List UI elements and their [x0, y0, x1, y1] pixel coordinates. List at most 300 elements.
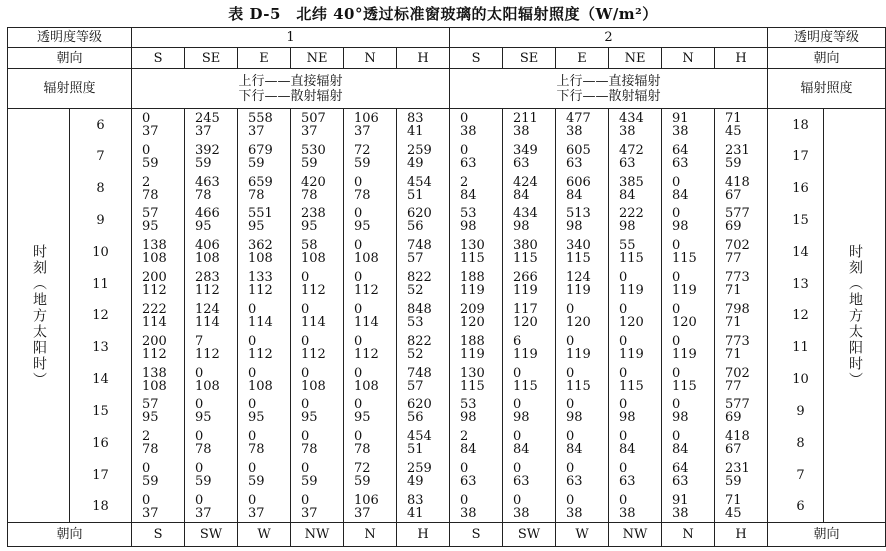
diffuse-value: 84 [460, 442, 477, 458]
orientation-footer: W [556, 523, 609, 547]
value-cell [344, 364, 397, 396]
direct-value: 620 [407, 397, 432, 413]
direct-value: 0 [354, 301, 363, 317]
diffuse-value: 38 [672, 124, 689, 140]
value-cell [185, 236, 238, 268]
value-cell [397, 395, 450, 427]
direct-value: 434 [619, 111, 644, 127]
direct-value: 211 [513, 111, 538, 127]
value-cell [344, 236, 397, 268]
diffuse-value: 98 [513, 410, 530, 426]
direct-value: 0 [301, 365, 310, 381]
diffuse-value: 41 [407, 124, 424, 140]
direct-value: 71 [725, 492, 742, 508]
direct-value: 0 [248, 461, 257, 477]
value-cell [397, 300, 450, 332]
diffuse-value: 41 [407, 505, 424, 521]
direct-value: 362 [248, 238, 273, 254]
orientation-header: S [450, 48, 503, 68]
direct-value: 6 [513, 333, 522, 349]
diffuse-value: 78 [142, 442, 159, 458]
value-cell [238, 300, 291, 332]
hour-cell: 14 [70, 364, 132, 396]
direct-value: 0 [460, 461, 469, 477]
diffuse-value: 38 [672, 505, 689, 521]
value-cell [503, 236, 556, 268]
table-row [8, 300, 886, 332]
table-row [8, 491, 886, 523]
direct-value: 513 [566, 206, 591, 222]
direct-value: 231 [725, 142, 750, 158]
transparency-label: 透明度等级 [8, 28, 132, 48]
hour-cell-right: 16 [768, 173, 824, 205]
diffuse-value: 77 [725, 251, 742, 267]
diffuse-value: 37 [248, 124, 265, 140]
direct-value: 340 [566, 238, 591, 254]
right-transparency-label: 透明度等级 [768, 28, 886, 48]
value-cell [238, 268, 291, 300]
direct-value: 117 [513, 301, 538, 317]
value-cell [662, 204, 715, 236]
diffuse-value: 59 [725, 474, 742, 490]
diffuse-value: 108 [248, 251, 273, 267]
footer-orientation-label: 朝向 [8, 523, 132, 547]
direct-value: 138 [142, 238, 167, 254]
diffuse-value: 114 [301, 314, 326, 330]
value-cell [556, 459, 609, 491]
direct-value: 606 [566, 174, 591, 190]
diffuse-value: 52 [407, 346, 424, 362]
direct-value: 454 [407, 429, 432, 445]
diffuse-value: 119 [672, 283, 697, 299]
value-cell [132, 491, 185, 523]
diffuse-value: 95 [195, 219, 212, 235]
hour-cell-right: 11 [768, 332, 824, 364]
value-cell [291, 364, 344, 396]
value-cell [397, 427, 450, 459]
value-cell [397, 173, 450, 205]
value-cell [556, 332, 609, 364]
direct-value: 0 [619, 429, 628, 445]
diffuse-value: 69 [725, 410, 742, 426]
direct-value: 0 [301, 461, 310, 477]
direct-value: 702 [725, 238, 750, 254]
value-cell [132, 332, 185, 364]
value-cell [609, 236, 662, 268]
diffuse-value: 98 [460, 410, 477, 426]
value-cell [132, 395, 185, 427]
direct-value: 748 [407, 238, 432, 254]
value-cell [503, 268, 556, 300]
value-cell [556, 109, 609, 141]
direct-value: 463 [195, 174, 220, 190]
orientation-header: N [344, 48, 397, 68]
diffuse-value: 95 [354, 219, 371, 235]
orientation-footer: SW [185, 523, 238, 547]
orientation-footer: N [662, 523, 715, 547]
direct-value: 0 [354, 174, 363, 190]
orientation-header: NE [609, 48, 662, 68]
diffuse-value: 45 [725, 124, 742, 140]
right-irradiance-label: 辐射照度 [768, 68, 886, 109]
diffuse-value: 108 [248, 378, 273, 394]
value-cell [715, 236, 768, 268]
diffuse-value: 57 [407, 378, 424, 394]
value-cell [503, 141, 556, 173]
value-cell [185, 300, 238, 332]
diffuse-value: 119 [460, 346, 485, 362]
direct-value: 0 [195, 397, 204, 413]
diffuse-value: 78 [248, 442, 265, 458]
value-cell [450, 300, 503, 332]
diffuse-value: 112 [142, 346, 167, 362]
value-cell [715, 332, 768, 364]
diffuse-value: 37 [248, 505, 265, 521]
direct-value: 72 [354, 461, 371, 477]
orientation-header: SE [185, 48, 238, 68]
value-cell [609, 173, 662, 205]
diffuse-value: 95 [142, 219, 159, 235]
direct-value: 0 [248, 397, 257, 413]
diffuse-value: 115 [566, 251, 591, 267]
value-cell [609, 141, 662, 173]
value-cell [132, 364, 185, 396]
value-cell [715, 427, 768, 459]
direct-value: 577 [725, 206, 750, 222]
direct-value: 0 [301, 397, 310, 413]
value-cell [662, 268, 715, 300]
direct-value: 605 [566, 142, 591, 158]
diffuse-value: 57 [407, 251, 424, 267]
value-cell [503, 395, 556, 427]
diffuse-value: 114 [248, 314, 273, 330]
diffuse-value: 120 [513, 314, 538, 330]
direct-value: 406 [195, 238, 220, 254]
diffuse-value: 115 [460, 378, 485, 394]
diffuse-value: 108 [301, 251, 326, 267]
value-cell [291, 332, 344, 364]
diffuse-value: 108 [142, 251, 167, 267]
value-cell [291, 204, 344, 236]
direct-value: 848 [407, 301, 432, 317]
orientation-footer: NW [291, 523, 344, 547]
diffuse-value: 98 [672, 219, 689, 235]
diffuse-value: 78 [354, 442, 371, 458]
value-cell [132, 204, 185, 236]
direct-value: 0 [513, 365, 522, 381]
direct-value: 0 [248, 301, 257, 317]
value-cell [662, 427, 715, 459]
diffuse-value: 120 [619, 314, 644, 330]
value-cell [344, 459, 397, 491]
direct-value: 0 [513, 461, 522, 477]
direct-value: 130 [460, 238, 485, 254]
value-cell [238, 427, 291, 459]
value-cell [609, 204, 662, 236]
direct-value: 57 [142, 206, 159, 222]
diffuse-value: 112 [354, 346, 379, 362]
value-cell [238, 459, 291, 491]
diffuse-value: 37 [142, 124, 159, 140]
diffuse-value: 71 [725, 283, 742, 299]
direct-value: 0 [195, 429, 204, 445]
value-cell [450, 173, 503, 205]
value-cell [715, 395, 768, 427]
direct-value: 0 [301, 492, 310, 508]
value-cell [344, 491, 397, 523]
diffuse-value: 38 [513, 124, 530, 140]
diffuse-value: 59 [142, 474, 159, 490]
value-cell [185, 491, 238, 523]
value-cell [238, 364, 291, 396]
diffuse-value: 52 [407, 283, 424, 299]
diffuse-value: 38 [513, 505, 530, 521]
direct-value: 0 [248, 492, 257, 508]
diffuse-value: 115 [566, 378, 591, 394]
value-cell [556, 300, 609, 332]
direct-value: 798 [725, 301, 750, 317]
value-cell [185, 332, 238, 364]
diffuse-value: 53 [407, 314, 424, 330]
hour-cell: 10 [70, 236, 132, 268]
value-cell [662, 109, 715, 141]
orientation-footer: W [238, 523, 291, 547]
direct-value: 231 [725, 461, 750, 477]
value-cell [344, 268, 397, 300]
value-cell [450, 236, 503, 268]
diffuse-value: 112 [248, 283, 273, 299]
direct-value: 477 [566, 111, 591, 127]
orientation-footer: H [715, 523, 768, 547]
hour-cell: 15 [70, 395, 132, 427]
diffuse-value: 119 [513, 346, 538, 362]
direct-value: 91 [672, 111, 689, 127]
direct-value: 530 [301, 142, 326, 158]
orientation-footer: S [450, 523, 503, 547]
diffuse-value: 63 [513, 474, 530, 490]
value-cell [397, 459, 450, 491]
direct-value: 773 [725, 333, 750, 349]
direct-value: 0 [619, 301, 628, 317]
value-cell [132, 300, 185, 332]
direct-value: 577 [725, 397, 750, 413]
diffuse-value: 119 [566, 283, 591, 299]
direct-value: 0 [354, 333, 363, 349]
hour-cell: 8 [70, 173, 132, 205]
direct-value: 822 [407, 333, 432, 349]
direct-value: 124 [566, 270, 591, 286]
hour-cell-right: 12 [768, 300, 824, 332]
diffuse-value: 67 [725, 187, 742, 203]
direct-value: 454 [407, 174, 432, 190]
diffuse-value: 59 [354, 155, 371, 171]
diffuse-value: 98 [566, 219, 583, 235]
diffuse-value: 38 [619, 124, 636, 140]
direct-value: 0 [619, 270, 628, 286]
direct-value: 0 [301, 333, 310, 349]
direct-value: 0 [566, 429, 575, 445]
value-cell [238, 141, 291, 173]
direct-value: 418 [725, 174, 750, 190]
value-cell [556, 364, 609, 396]
hour-cell: 7 [70, 141, 132, 173]
diffuse-value: 37 [354, 505, 371, 521]
value-cell [609, 427, 662, 459]
table-row [8, 236, 886, 268]
orientation-footer: SW [503, 523, 556, 547]
direct-value: 124 [195, 301, 220, 317]
value-cell [132, 459, 185, 491]
direct-value: 0 [566, 365, 575, 381]
direct-value: 0 [354, 270, 363, 286]
direct-value: 0 [301, 270, 310, 286]
diffuse-value: 84 [513, 442, 530, 458]
value-cell [715, 109, 768, 141]
orientation-header: SE [503, 48, 556, 68]
value-cell [185, 364, 238, 396]
orientation-header: S [132, 48, 185, 68]
value-cell [397, 236, 450, 268]
direct-value: 0 [513, 397, 522, 413]
value-cell [291, 141, 344, 173]
value-cell [556, 268, 609, 300]
direct-value: 0 [142, 111, 151, 127]
orientation-footer: NW [609, 523, 662, 547]
direct-value: 57 [142, 397, 159, 413]
diffuse-value: 78 [142, 187, 159, 203]
value-cell [185, 268, 238, 300]
value-cell [344, 204, 397, 236]
diffuse-value: 56 [407, 410, 424, 426]
diffuse-value: 115 [513, 378, 538, 394]
hour-cell: 6 [70, 109, 132, 141]
diffuse-value: 37 [301, 124, 318, 140]
diffuse-value: 63 [566, 155, 583, 171]
diffuse-value: 38 [460, 124, 477, 140]
diffuse-value: 119 [460, 283, 485, 299]
direct-value: 200 [142, 270, 167, 286]
value-cell [609, 364, 662, 396]
value-cell [185, 141, 238, 173]
value-cell [132, 427, 185, 459]
hour-cell: 12 [70, 300, 132, 332]
direct-value: 259 [407, 461, 432, 477]
value-cell [450, 109, 503, 141]
value-cell [397, 268, 450, 300]
direct-value: 0 [672, 270, 681, 286]
hour-cell-right: 18 [768, 109, 824, 141]
value-cell [450, 395, 503, 427]
direct-value: 222 [619, 206, 644, 222]
direct-value: 83 [407, 111, 424, 127]
value-cell [185, 395, 238, 427]
value-cell [397, 204, 450, 236]
diffuse-value: 59 [142, 155, 159, 171]
diffuse-value: 115 [460, 251, 485, 267]
table-row [8, 427, 886, 459]
value-cell [238, 395, 291, 427]
value-cell [715, 173, 768, 205]
value-cell [132, 109, 185, 141]
direct-value: 507 [301, 111, 326, 127]
direct-value: 133 [248, 270, 273, 286]
diffuse-value: 120 [672, 314, 697, 330]
direct-value: 83 [407, 492, 424, 508]
value-cell [185, 204, 238, 236]
diffuse-value: 120 [566, 314, 591, 330]
direct-value: 53 [460, 397, 477, 413]
direct-value: 773 [725, 270, 750, 286]
diffuse-value: 84 [460, 187, 477, 203]
diffuse-value: 112 [301, 346, 326, 362]
direct-value: 0 [301, 429, 310, 445]
diffuse-value: 84 [566, 442, 583, 458]
diffuse-value: 51 [407, 442, 424, 458]
direct-value: 349 [513, 142, 538, 158]
diffuse-value: 95 [301, 219, 318, 235]
orientation-label: 朝向 [8, 48, 132, 68]
diffuse-value: 37 [142, 505, 159, 521]
direct-value: 2 [142, 429, 151, 445]
orientation-header: E [556, 48, 609, 68]
value-cell [344, 141, 397, 173]
diffuse-value: 59 [301, 474, 318, 490]
diffuse-value: 45 [725, 505, 742, 521]
value-cell [238, 173, 291, 205]
orientation-header: H [715, 48, 768, 68]
value-cell [344, 332, 397, 364]
table-row [8, 109, 886, 141]
value-cell [503, 427, 556, 459]
direct-value: 91 [672, 492, 689, 508]
diffuse-value: 59 [195, 155, 212, 171]
direct-value: 0 [672, 174, 681, 190]
diffuse-value: 119 [672, 346, 697, 362]
direct-value: 55 [619, 238, 636, 254]
legend-direct: 上行——直接辐射 [556, 73, 661, 89]
diffuse-value: 95 [354, 410, 371, 426]
value-cell [503, 173, 556, 205]
hour-cell-right: 14 [768, 236, 824, 268]
value-cell [397, 364, 450, 396]
diffuse-value: 63 [513, 155, 530, 171]
diffuse-value: 112 [354, 283, 379, 299]
diffuse-value: 119 [513, 283, 538, 299]
direct-value: 58 [301, 238, 318, 254]
value-cell [450, 491, 503, 523]
diffuse-value: 108 [301, 378, 326, 394]
direct-value: 106 [354, 492, 379, 508]
direct-value: 0 [195, 492, 204, 508]
direct-value: 0 [142, 142, 151, 158]
direct-value: 620 [407, 206, 432, 222]
hour-cell: 17 [70, 459, 132, 491]
direct-value: 385 [619, 174, 644, 190]
value-cell [609, 459, 662, 491]
value-cell [662, 141, 715, 173]
diffuse-value: 115 [672, 378, 697, 394]
diffuse-value: 78 [354, 187, 371, 203]
legend-diffuse: 下行——散射辐射 [238, 88, 343, 104]
footer-orientation-label-right: 朝向 [768, 523, 886, 547]
value-cell [715, 364, 768, 396]
diffuse-value: 63 [672, 474, 689, 490]
table-row [8, 364, 886, 396]
diffuse-value: 37 [301, 505, 318, 521]
diffuse-value: 114 [142, 314, 167, 330]
value-cell [609, 395, 662, 427]
diffuse-value: 84 [619, 442, 636, 458]
